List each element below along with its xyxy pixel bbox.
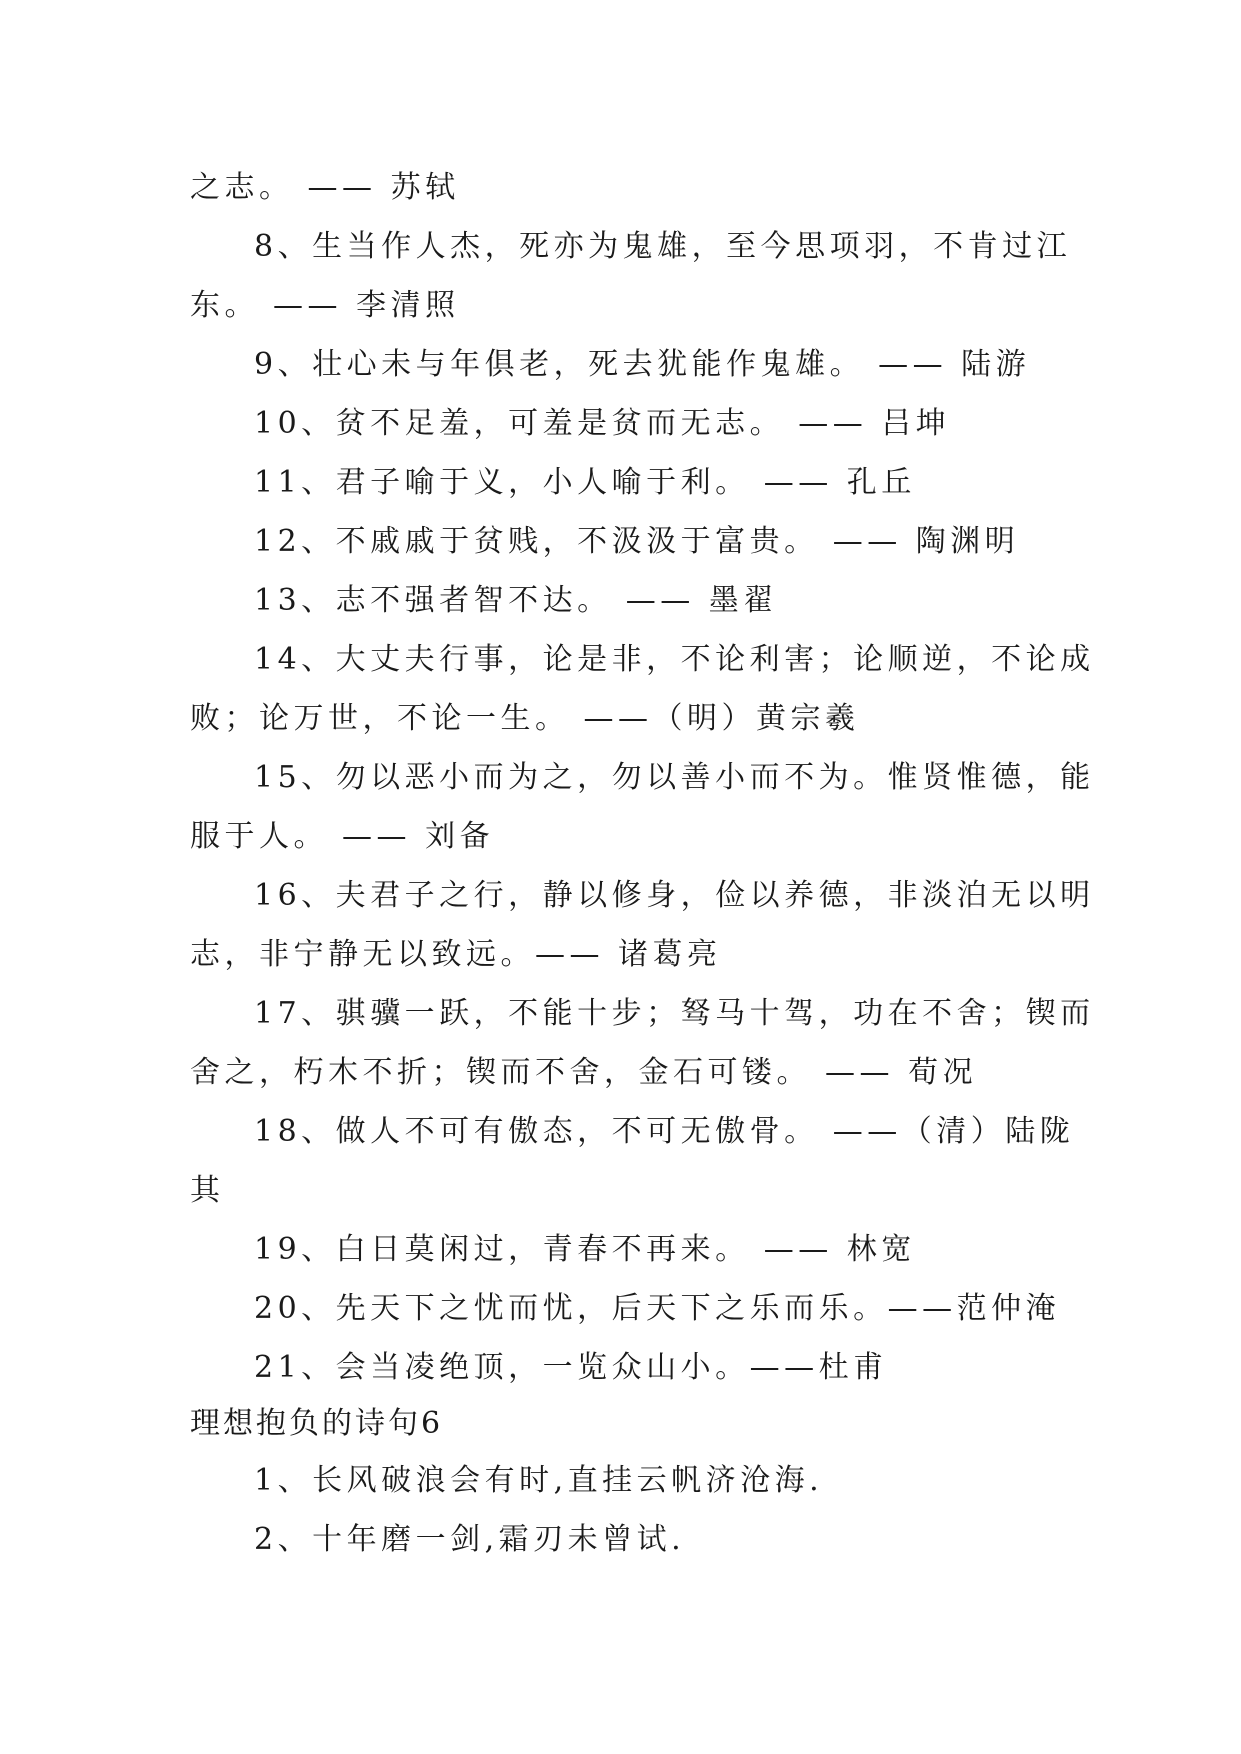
text-line: 18、做人不可有傲态，不可无傲骨。 ——（清）陆陇	[254, 1114, 1075, 1149]
text-line: 16、夫君子之行，静以修身，俭以养德，非淡泊无以明	[254, 878, 1095, 913]
text-line: 舍之，朽木不折；锲而不舍，金石可镂。 —— 荀况	[190, 1055, 978, 1090]
text-line: 15、勿以恶小而为之，勿以善小而不为。惟贤惟德，能	[254, 760, 1095, 795]
text-line: 志，非宁静无以致远。—— 诸葛亮	[190, 937, 722, 972]
text-line: 之志。 —— 苏轼	[190, 170, 460, 205]
text-line: 9、壮心未与年俱老，死去犹能作鬼雄。 —— 陆游	[254, 347, 1031, 382]
text-line: 8、生当作人杰，死亦为鬼雄，至今思项羽，不肯过江	[254, 229, 1072, 264]
text-line: 10、贫不足羞，可羞是贫而无志。 —— 吕坤	[254, 406, 951, 441]
text-line: 14、大丈夫行事，论是非，不论利害；论顺逆，不论成	[254, 642, 1095, 677]
text-line: 11、君子喻于义，小人喻于利。 —— 孔丘	[254, 465, 916, 500]
text-line: 服于人。 —— 刘备	[190, 819, 495, 854]
text-line: 东。 —— 李清照	[190, 288, 460, 323]
text-line: 败；论万世，不论一生。 ——（明）黄宗羲	[190, 701, 860, 736]
section-title: 理想抱负的诗句6	[190, 1406, 444, 1441]
text-line: 12、不戚戚于贫贱，不汲汲于富贵。 —— 陶渊明	[254, 524, 1020, 559]
text-line: 1、长风破浪会有时,直挂云帆济沧海.	[254, 1463, 824, 1498]
text-line: 17、骐骥一跃，不能十步；驽马十驾，功在不舍；锲而	[254, 996, 1095, 1031]
text-line: 其	[190, 1173, 225, 1208]
text-line: 20、先天下之忧而忧，后天下之乐而乐。——范仲淹	[254, 1291, 1061, 1326]
text-line: 19、白日莫闲过，青春不再来。 —— 林宽	[254, 1232, 916, 1267]
text-line: 21、会当凌绝顶，一览众山小。——杜甫	[254, 1350, 888, 1385]
text-line: 13、志不强者智不达。 —— 墨翟	[254, 583, 778, 618]
text-line: 2、十年磨一剑,霜刃未曾试.	[254, 1522, 686, 1557]
document-body	[190, 158, 1095, 1569]
